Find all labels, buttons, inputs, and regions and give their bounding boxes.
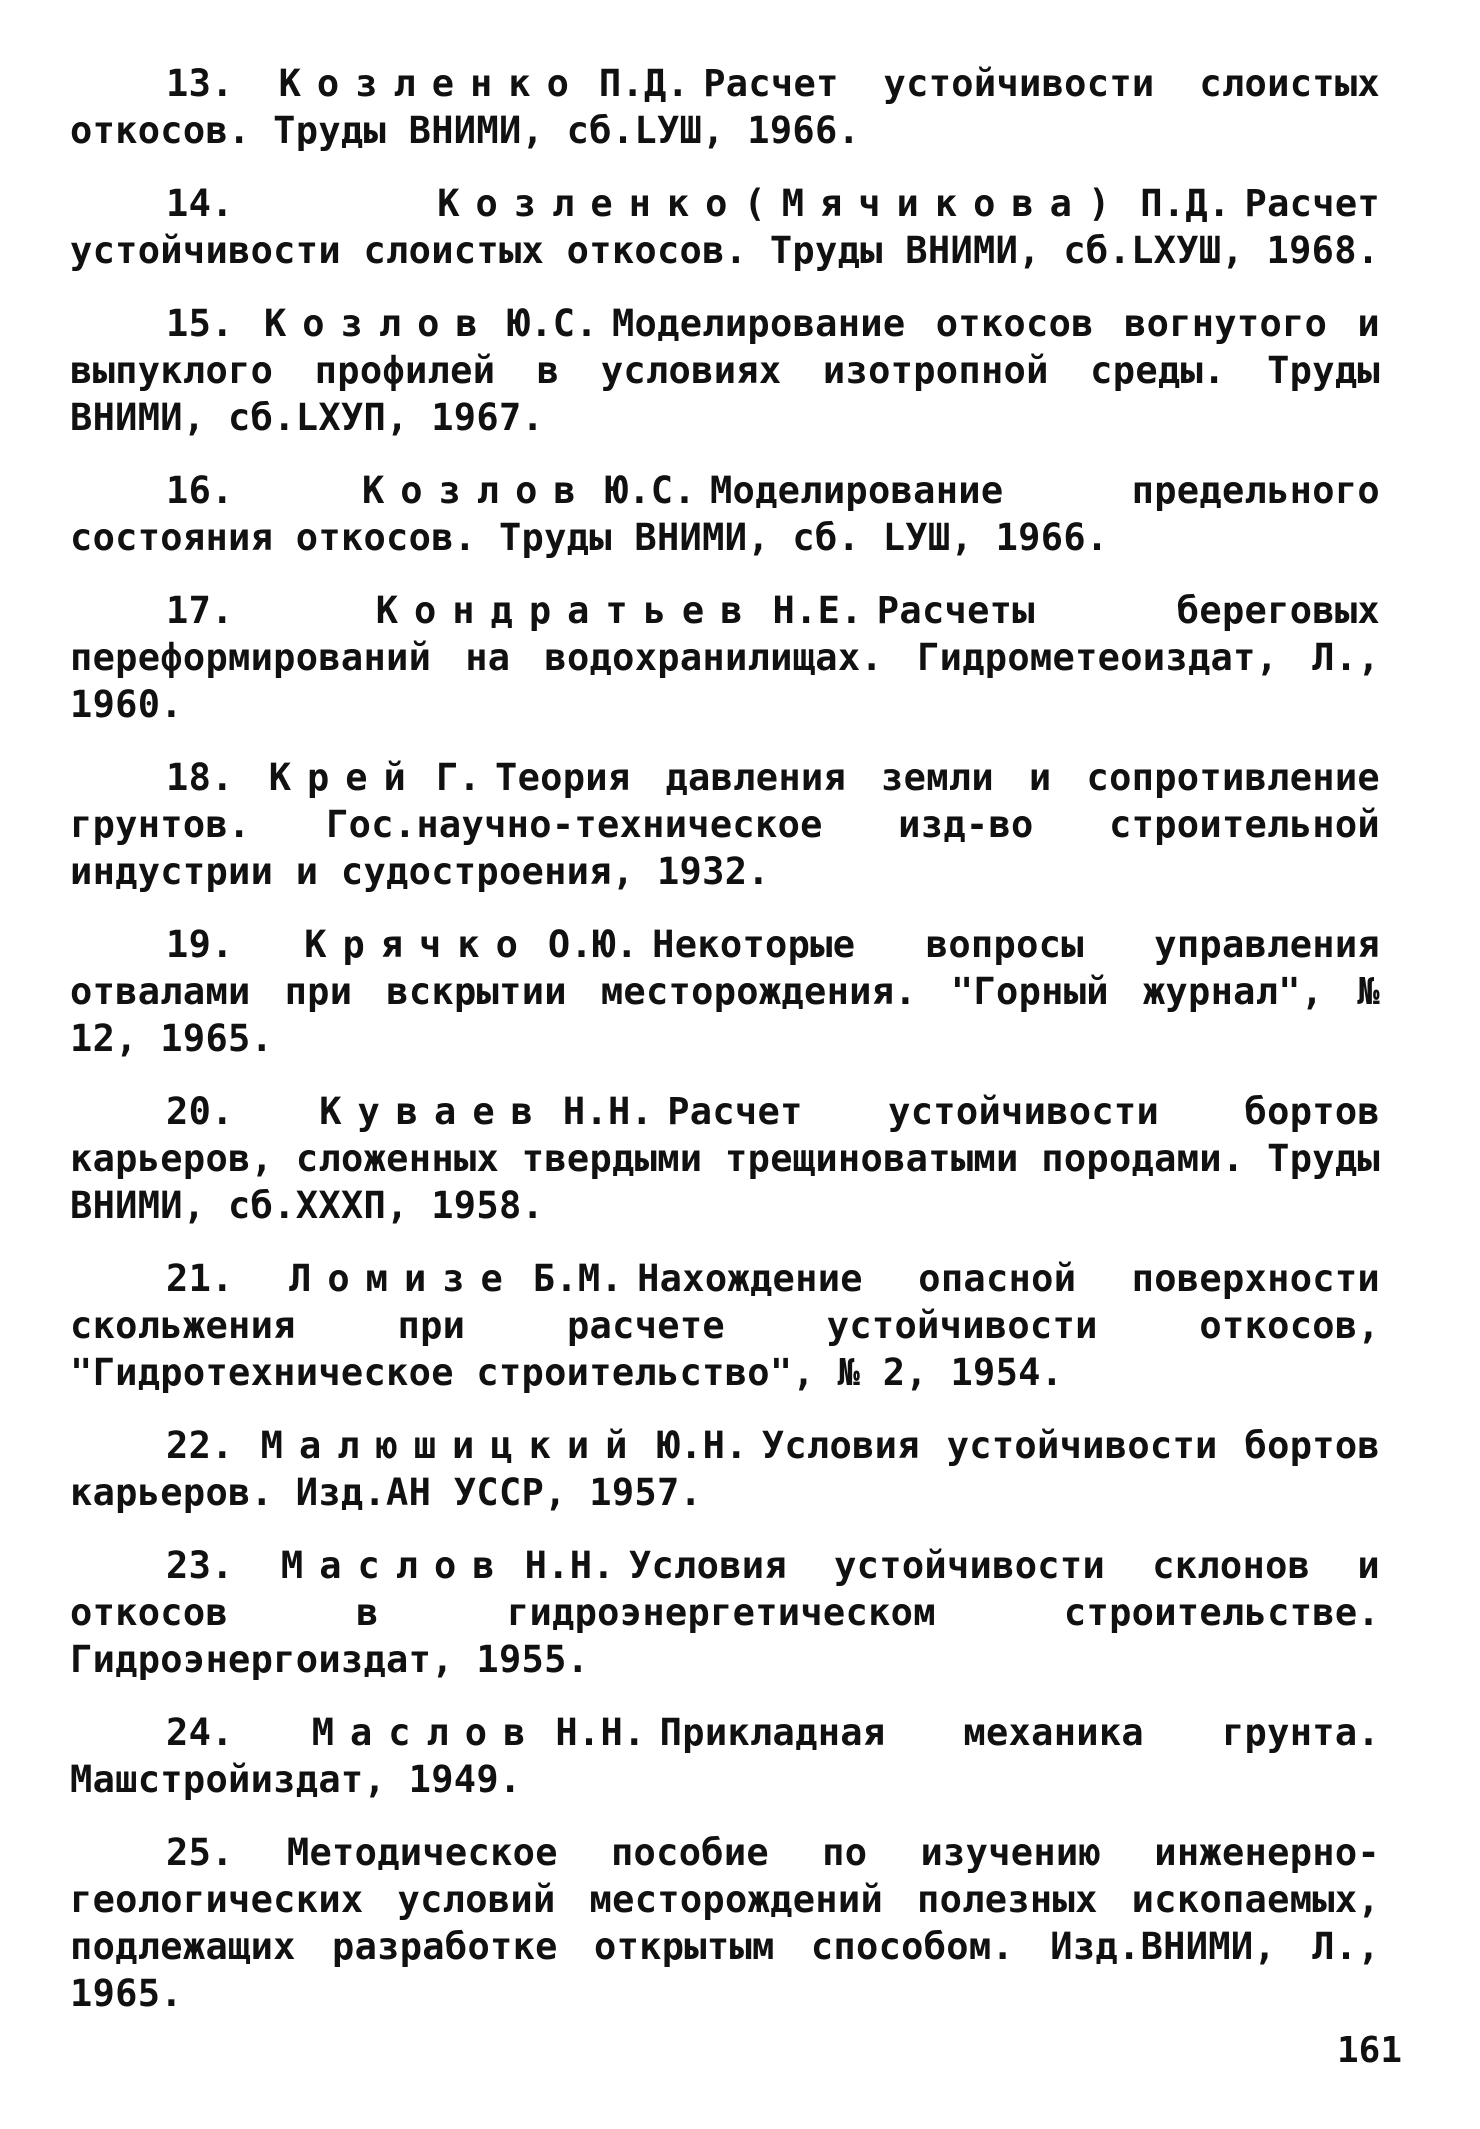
reference-author: Маслов	[280, 1544, 511, 1587]
reference-text: Моделирование предельного состояния откосов. Труды ВНИМИ, сб. LУШ, 1966.	[70, 469, 1380, 559]
reference-entry	[70, 921, 1380, 1062]
reference-initials: Ю.Н.	[657, 1424, 748, 1467]
reference-entry	[70, 1255, 1380, 1396]
reference-text: Расчет устойчивости слоистых откосов. Труды ВНИМИ, сб.LХУШ, 1968.	[70, 182, 1380, 272]
reference-author: Козленко(Мячикова)	[437, 182, 1127, 225]
reference-text: Расчет устойчивости слоистых откосов. Труды ВНИМИ, сб.LУШ, 1966.	[70, 62, 1380, 152]
reference-entry	[70, 1709, 1380, 1803]
reference-initials: Б.М.	[532, 1257, 624, 1300]
reference-initials: Н.Н.	[562, 1090, 654, 1133]
reference-text: Прикладная механика грунта. Машстройиздат, 1949.	[70, 1711, 1380, 1801]
reference-initials: О.Ю.	[547, 923, 639, 966]
reference-entry	[70, 300, 1380, 441]
reference-number: 25.	[166, 1831, 234, 1874]
reference-author: Козлов	[361, 469, 592, 512]
reference-initials: Н.Е.	[772, 589, 863, 632]
reference-text: Условия устойчивости бортов карьеров. Изд.АН УССР, 1957.	[70, 1424, 1380, 1514]
reference-initials: Г.	[435, 756, 481, 799]
reference-number: 22.	[166, 1424, 234, 1467]
reference-author: Ломизе	[289, 1257, 519, 1300]
reference-text: Нахождение опасной поверхности скольжения при расчете устойчивости откосов, "Гидротехническое строительство", № 2, 1954.	[70, 1257, 1380, 1394]
reference-number: 14.	[166, 182, 234, 225]
reference-number: 13.	[166, 62, 234, 105]
reference-number: 17.	[166, 589, 234, 632]
reference-initials: Ю.С.	[605, 469, 696, 512]
reference-entry	[70, 1422, 1380, 1516]
reference-number: 23.	[166, 1544, 234, 1587]
reference-text: Некоторые вопросы управления отвалами при вскрытии месторождения. "Горный журнал", № 12, 1965.	[70, 923, 1381, 1060]
reference-entry	[70, 1829, 1380, 2017]
reference-text: Расчет устойчивости бортов карьеров, сложенных твердыми трещиноватыми породами. Труды ВНИМИ, сб.XXXП, 1958.	[70, 1090, 1380, 1227]
reference-author: Крей	[268, 756, 422, 799]
reference-author: Куваев	[319, 1090, 549, 1133]
reference-entry	[70, 60, 1380, 154]
reference-number: 16.	[166, 469, 234, 512]
reference-list	[70, 60, 1380, 2043]
reference-initials: Н.Н.	[524, 1544, 615, 1587]
reference-text: Условия устойчивости склонов и откосов в гидроэнергетическом строительстве. Гидроэнергоиздат, 1955.	[70, 1544, 1380, 1681]
reference-entry	[70, 180, 1380, 274]
reference-number: 15.	[166, 302, 234, 345]
reference-number: 24.	[166, 1711, 234, 1754]
reference-entry	[70, 754, 1380, 895]
reference-number: 20.	[166, 1090, 234, 1133]
reference-author: Маслов	[311, 1711, 542, 1754]
reference-author: Козленко	[278, 62, 585, 105]
reference-entry	[70, 1088, 1380, 1229]
reference-entry	[70, 587, 1380, 728]
reference-text: Расчеты береговых переформирований на водохранилищах. Гидрометеоиздат, Л., 1960.	[70, 589, 1380, 726]
reference-initials: Н.Н.	[555, 1711, 646, 1754]
reference-entry	[70, 1542, 1380, 1683]
page-number: 161	[1336, 2030, 1402, 2071]
reference-initials: П.Д.	[598, 62, 690, 105]
reference-initials: П.Д.	[1140, 182, 1231, 225]
reference-number: 18.	[166, 756, 234, 799]
reference-text: Методическое пособие по изучению инженерно-геологических условий месторождений полезных ископаемых, подлежащих разработке открытым способом. Изд.ВНИМИ, Л., 1965.	[70, 1831, 1381, 2015]
reference-author: Козлов	[264, 302, 494, 345]
reference-number: 19.	[166, 923, 234, 966]
reference-entry	[70, 467, 1380, 561]
reference-initials: Ю.С.	[507, 302, 598, 345]
reference-author: Крячко	[304, 923, 534, 966]
reference-number: 21.	[166, 1257, 234, 1300]
reference-author: Малюшицкий	[260, 1424, 644, 1467]
reference-text: Теория давления земли и сопротивление грунтов. Гос.научно-техническое изд-во строительной индустрии и судостроения, 1932.	[70, 756, 1380, 893]
reference-author: Кондратьев	[375, 589, 759, 632]
reference-text: Моделирование откосов вогнутого и выпуклого профилей в условиях изотропной среды. Труды ВНИМИ, сб.LХУП, 1967.	[70, 302, 1380, 439]
